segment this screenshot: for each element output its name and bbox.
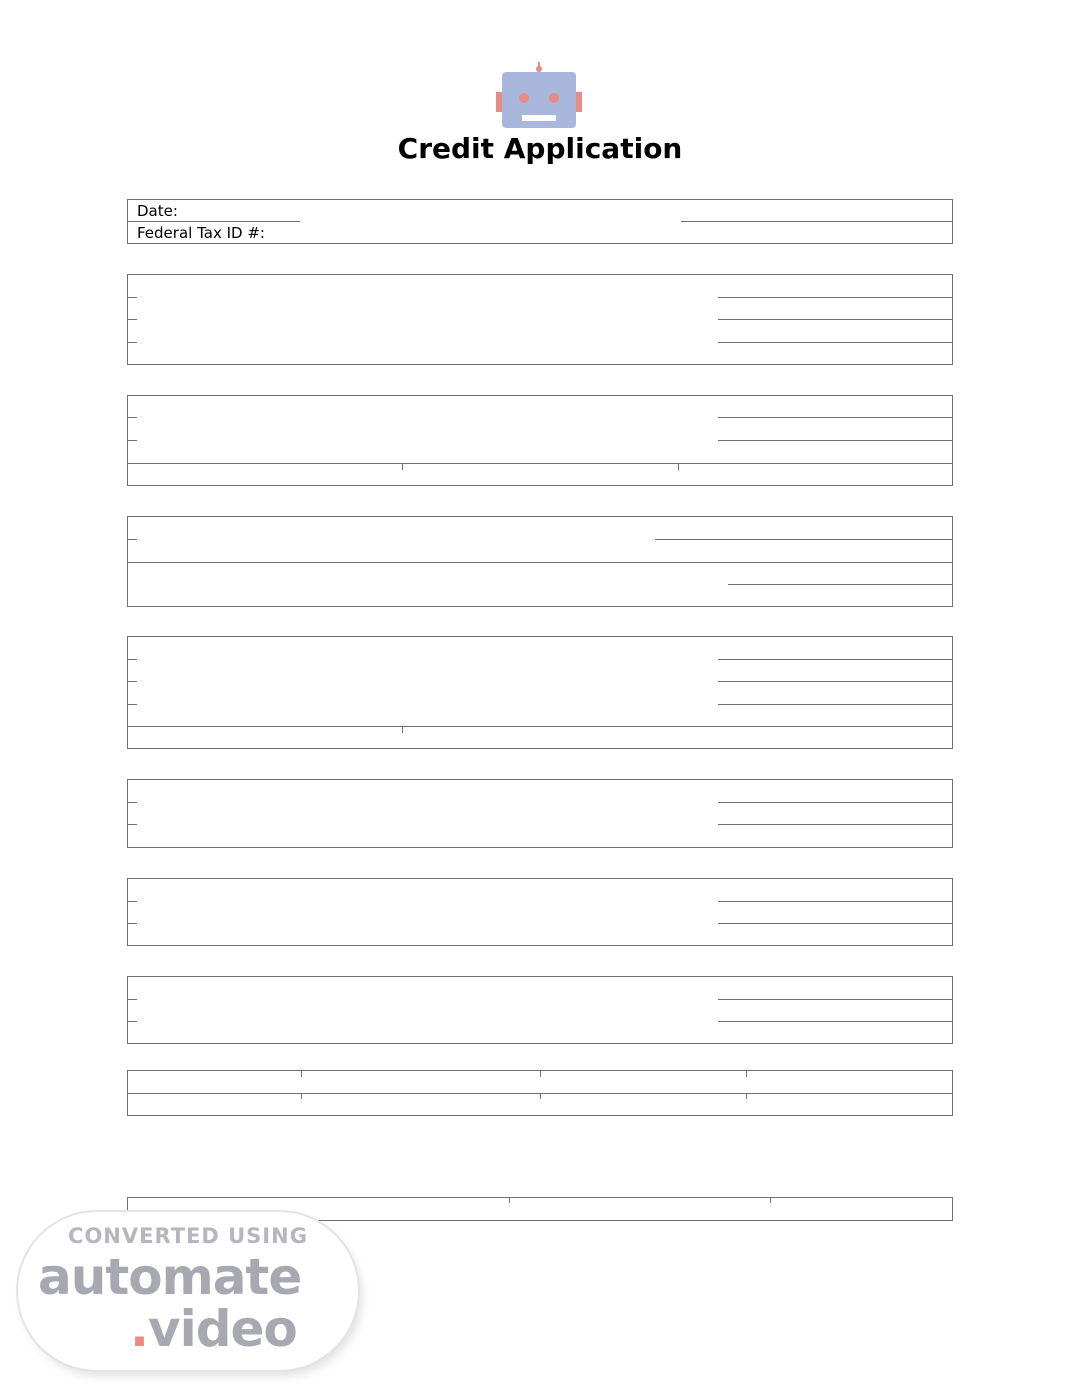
form-section-address (127, 395, 953, 486)
field-line[interactable] (718, 319, 953, 320)
field-line[interactable] (718, 704, 953, 705)
form-section-contact (127, 636, 953, 749)
watermark-line2: automate (38, 1248, 302, 1306)
field-line[interactable] (718, 417, 953, 418)
field-line[interactable] (718, 1021, 953, 1022)
document-title: Credit Application (397, 132, 683, 165)
field-line[interactable] (718, 681, 953, 682)
robot-logo-icon (494, 62, 584, 130)
field-line[interactable] (718, 659, 953, 660)
watermark-video: video (148, 1300, 297, 1358)
field-line[interactable] (718, 999, 953, 1000)
form-section-trade-reference-2 (127, 976, 953, 1044)
field-line[interactable] (718, 440, 953, 441)
form-section-business-info (127, 516, 953, 607)
form-section-company (127, 274, 953, 365)
date-right-field[interactable] (681, 221, 953, 222)
form-section-trade-reference-1 (127, 878, 953, 946)
field-line[interactable] (128, 726, 953, 727)
field-line[interactable] (655, 539, 953, 540)
field-line[interactable] (718, 802, 953, 803)
field-line[interactable] (728, 584, 953, 585)
field-line[interactable] (718, 923, 953, 924)
field-line[interactable] (128, 463, 953, 464)
field-line[interactable] (718, 824, 953, 825)
date-field[interactable] (128, 221, 300, 222)
converted-watermark (18, 1212, 358, 1370)
tax-id-label: Federal Tax ID #: (137, 224, 265, 242)
field-line[interactable] (718, 297, 953, 298)
field-line[interactable] (128, 562, 953, 563)
watermark-line1: CONVERTED USING (68, 1224, 308, 1248)
field-line[interactable] (718, 342, 953, 343)
header-box (127, 199, 953, 244)
watermark-dot: . (130, 1300, 148, 1358)
form-section-signature-grid (127, 1070, 953, 1116)
field-line[interactable] (718, 901, 953, 902)
watermark-line3 (130, 1300, 297, 1358)
date-label: Date: (137, 202, 178, 220)
form-section-bank-reference (127, 779, 953, 848)
